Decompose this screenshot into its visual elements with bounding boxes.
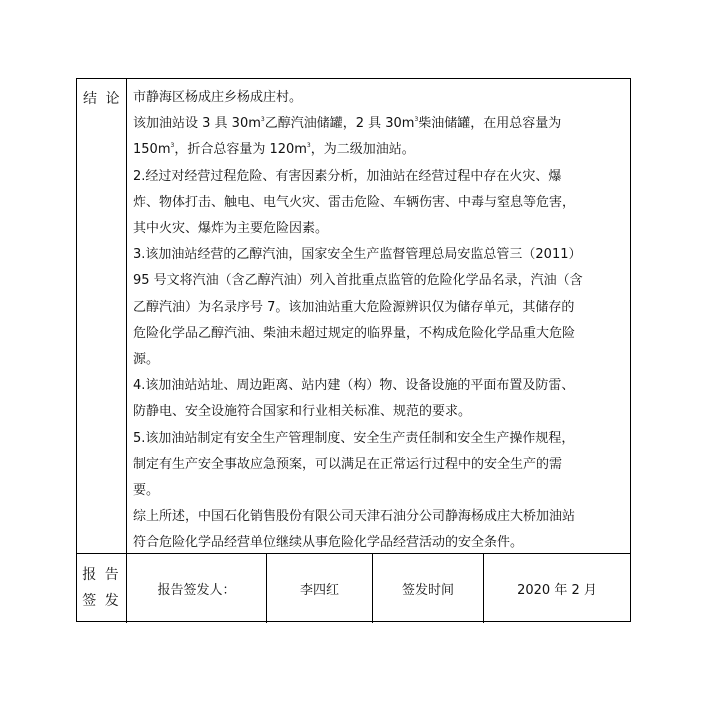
superscript-3: 3	[306, 142, 311, 150]
conclusion-line: 市静海区杨成庄乡杨成庄村。	[133, 90, 303, 105]
conclusion-line: 源。	[133, 352, 160, 368]
date-label-cell	[373, 553, 484, 623]
conclusion-content	[127, 79, 630, 553]
conclusion-line: 符合危险化学品经营单位继续从事危险化学品经营活动的安全条件。	[133, 535, 524, 551]
superscript-3: 3	[260, 116, 265, 124]
conclusion-line: 乙醇汽油）为名录序号 7。该加油站重大危险源辨识仅为储存单元，其储存的	[133, 299, 575, 315]
report-table	[76, 78, 631, 622]
conclusion-line: 制定有生产安全事故应急预案，可以满足在正常运行过程中的安全生产的需	[133, 456, 563, 472]
signer-name: 李四红	[299, 582, 339, 598]
date-label: 签发时间	[401, 582, 454, 598]
conclusion-line: 危险化学品乙醇汽油、柴油未超过规定的临界量，不构成危险化学品重大危险	[133, 325, 576, 341]
conclusion-line: 炸、物体打击、触电、电气火灾、雷击危险、车辆伤害、中毒与窒息等危害，	[133, 194, 576, 210]
conclusion-line: 95 号文将汽油（含乙醇汽油）列入首批重点监管的危险化学品名录，汽油（含	[133, 273, 583, 289]
signer-label: 报告签发人：	[157, 582, 236, 598]
conclusion-line: 5.该加油站制定有安全生产管理制度、安全生产责任制和安全生产操作规程，	[133, 430, 575, 446]
conclusion-line: 3.该加油站经营的乙醇汽油，国家安全生产监督管理总局安监总管三（2011）	[133, 247, 582, 263]
conclusion-label: 结 论	[83, 91, 122, 107]
signer-name-cell	[267, 553, 373, 623]
sign-label-cell	[77, 553, 127, 623]
conclusion-line-capacity: $150m^3$，折合总容量为 $120m^3$，为二级加油站。	[133, 142, 415, 158]
superscript-3: 3	[414, 116, 419, 124]
conclusion-line: 防静电、安全设施符合国家和行业相关标准、规范的要求。	[133, 404, 472, 420]
signer-label-cell	[127, 553, 267, 623]
sign-label-line2: 签 发	[82, 593, 121, 609]
conclusion-line: 综上所述，中国石化销售股份有限公司天津石油分公司静海杨成庄大桥加油站	[133, 509, 576, 525]
conclusion-line: 4.该加油站站址、周边距离、站内建（构）物、设备设施的平面布置及防雷、	[133, 378, 575, 394]
conclusion-line-tanks: 该加油站设 3 具 $30m^3$乙醇汽油储罐，2 具 $30m^3$柴油储罐，在用总容量为	[133, 116, 562, 132]
conclusion-line: 要。	[133, 483, 160, 499]
conclusion-line: 2.经过对经营过程危险、有害因素分析，加油站在经营过程中存在火灾、爆	[133, 168, 562, 184]
conclusion-line: 其中火灾、爆炸为主要危险因素。	[133, 221, 329, 237]
date-value-cell	[484, 553, 630, 623]
superscript-3: 3	[170, 142, 175, 150]
date-value: 2020 年 2 月	[517, 582, 597, 598]
sign-label-line1: 报 告	[82, 567, 121, 583]
conclusion-label-cell	[77, 79, 127, 553]
